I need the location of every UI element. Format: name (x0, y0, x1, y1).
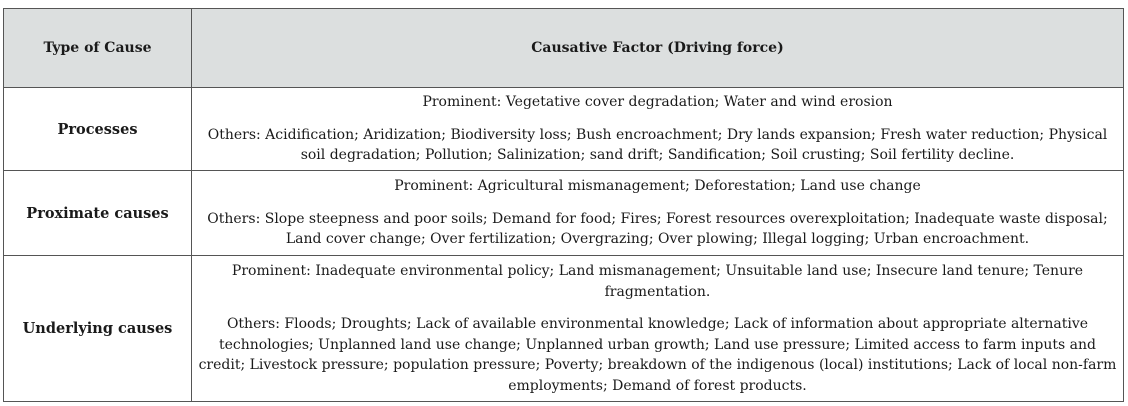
cause-type: Proximate causes (4, 171, 192, 256)
table-row (4, 171, 1124, 256)
other-factors: Others: Floods; Droughts; Lack of available environmental knowledge; Lack of information about appropriate alternative technologies; Unplanned land use change; Unplanned urban growth; Land use pressure; Limited access to farm inputs and credit; Livestock pressure; population pressure; Poverty; breakdown of the indigenous (local) institutions; Lack of local non-farm employments; Demand of forest products. (198, 316, 1117, 394)
cause-type: Processes (4, 88, 192, 171)
header-row (4, 9, 1124, 88)
other-factors: Others: Slope steepness and poor soils; Demand for food; Fires; Forest resources overexploitation; Inadequate waste disposal; Land cover change; Over fertilization; Overgrazing; Over plowing; Illegal logging; Urban encroachment. (207, 210, 1108, 248)
prominent-factors: Prominent: Inadequate environmental policy; Land mismanagement; Unsuitable land use; Insecure land tenure; Tenure fragmentation. (231, 263, 1084, 300)
causes-table (3, 8, 1124, 402)
header-type-of-cause: Type of Cause (4, 9, 192, 88)
prominent-factors: Prominent: Agricultural mismanagement; Deforestation; Land use change (394, 178, 921, 195)
table-row (4, 88, 1124, 171)
other-factors: Others: Acidification; Aridization; Biodiversity loss; Bush encroachment; Dry lands expansion; Fresh water reduction; Physical soil degradation; Pollution; Salinization; sand drift; Sandification; Soil crusting; Soil fertility decline. (207, 126, 1108, 164)
table-row (4, 256, 1124, 402)
prominent-factors: Prominent: Vegetative cover degradation; Water and wind erosion (422, 94, 893, 111)
header-causative-factor: Causative Factor (Driving force) (192, 9, 1124, 88)
table-container (3, 8, 1124, 402)
cause-type: Underlying causes (4, 256, 192, 402)
causative-factor-cell (192, 171, 1124, 256)
causative-factor-cell (192, 256, 1124, 402)
causative-factor-cell (192, 88, 1124, 171)
